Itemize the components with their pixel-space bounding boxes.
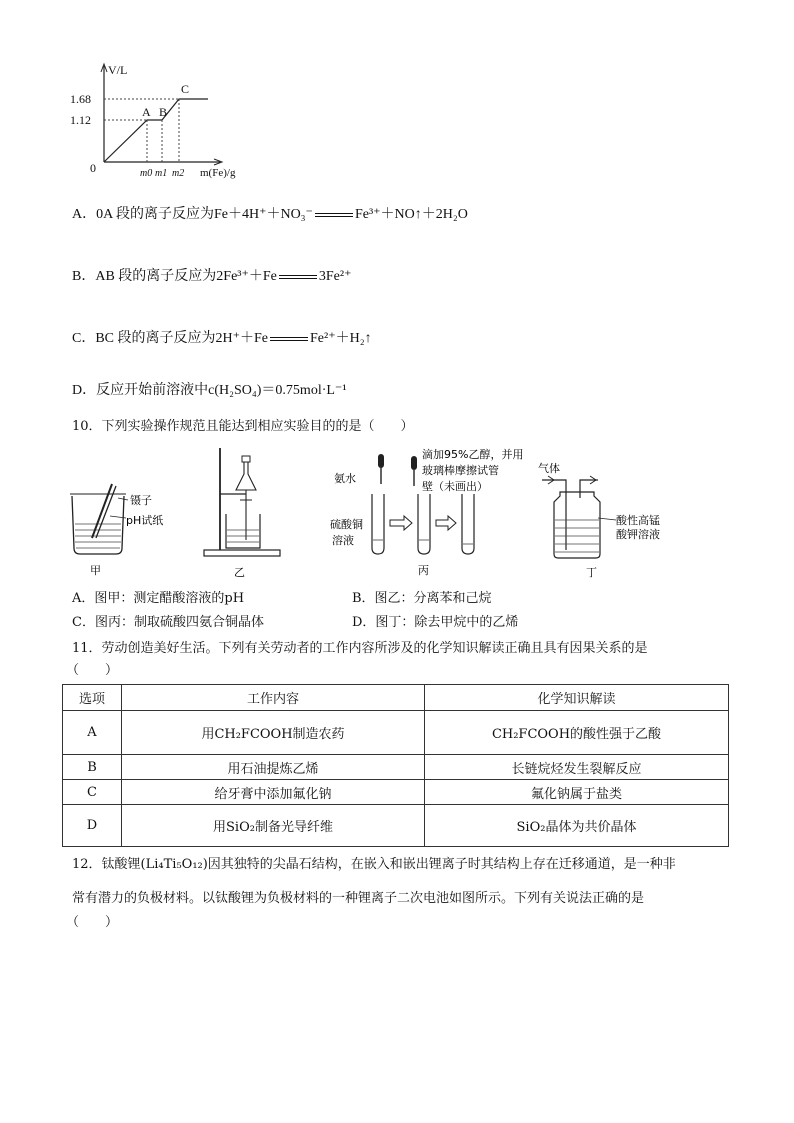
y-tick-label: 1.68 xyxy=(70,92,91,106)
q12-line-1: 12．钛酸锂(Li₄Ti₅O₁₂)因其独特的尖晶石结构，在嵌入和嵌出锂离子时其结构上存在迁移通道，是一种非 xyxy=(72,857,676,872)
figure-label: pH试纸 xyxy=(126,514,164,527)
table-row: C 给牙膏中添加氟化钠 氟化钠属于盐类 xyxy=(63,780,729,805)
data-line xyxy=(104,99,208,162)
y-axis-label: V/L xyxy=(108,63,128,77)
figure-bing xyxy=(326,444,524,578)
figure-label: 镊子 xyxy=(130,494,152,507)
q12-paren: （ ） xyxy=(66,915,119,930)
table-header: 化学知识解读 xyxy=(425,685,729,711)
q11-paren: （ ） xyxy=(66,663,119,678)
table-row: A 用CH₂FCOOH制造农药 CH₂FCOOH的酸性强于乙酸 xyxy=(63,711,729,755)
x-tick-label: m0 xyxy=(140,168,153,179)
figure-label: 滴加95%乙醇，并用 xyxy=(422,448,524,461)
point-label: C xyxy=(181,82,190,96)
figure-label: 溶液 xyxy=(332,534,354,547)
origin-label: 0 xyxy=(90,161,96,175)
figure-caption: 甲 xyxy=(90,564,101,577)
figure-label: 硫酸铜 xyxy=(330,518,363,531)
q9-option-b: B．AB 段的离子反应为2Fe³⁺＋Fe 3Fe²⁺ xyxy=(72,269,352,284)
figure-label: 气体 xyxy=(538,462,560,475)
equals-arrow-icon xyxy=(315,213,353,217)
y-tick-label: 1.12 xyxy=(70,113,91,127)
q12-line-2: 常有潜力的负极材料。以钛酸锂为负极材料的一种锂离子二次电池如图所示。下列有关说法正确的是 xyxy=(72,891,645,906)
figure-jia xyxy=(66,478,196,576)
figure-label: 壁（未画出） xyxy=(422,480,488,493)
q9-graph xyxy=(68,58,268,180)
point-label: A xyxy=(142,105,151,119)
q10-stem: 10．下列实验操作规范且能达到相应实验目的的是（ ） xyxy=(72,419,414,434)
q9-option-d: D．反应开始前溶液中c(H₂SO₄)＝0.75mol·L⁻¹ xyxy=(72,383,347,398)
q9-option-c: C．BC 段的离子反应为2H⁺＋Fe Fe²⁺＋H₂↑ xyxy=(72,331,372,346)
figure-caption: 丙 xyxy=(418,564,429,577)
figure-ding xyxy=(536,458,676,578)
figure-caption: 丁 xyxy=(586,566,597,579)
q10-option-c: C．图丙：制取硫酸四氨合铜晶体 xyxy=(72,615,264,630)
q11-table xyxy=(62,684,729,847)
q10-option-a: A．图甲：测定醋酸溶液的pH xyxy=(72,591,245,606)
figure-yi xyxy=(196,444,296,580)
table-header: 工作内容 xyxy=(122,685,425,711)
figure-label: 氨水 xyxy=(334,472,356,485)
x-axis-label: m(Fe)/g xyxy=(200,167,236,179)
point-label: B xyxy=(159,105,168,119)
q10-option-b: B．图乙：分离苯和己烷 xyxy=(352,591,492,606)
figure-label: 酸钾溶液 xyxy=(616,528,660,541)
figure-label: 玻璃棒摩擦试管 xyxy=(422,464,499,477)
q10-option-d: D．图丁：除去甲烷中的乙烯 xyxy=(352,615,519,630)
equals-arrow-icon xyxy=(279,275,317,279)
x-tick-label: m2 xyxy=(172,168,185,179)
figure-label: 酸性高锰 xyxy=(616,514,660,527)
equals-arrow-icon xyxy=(270,337,308,341)
x-tick-label: m1 xyxy=(155,168,168,179)
q9-option-a: A．0A 段的离子反应为Fe＋4H⁺＋NO₃⁻ Fe³⁺＋NO↑＋2H₂O xyxy=(72,207,468,222)
q11-stem: 11．劳动创造美好生活。下列有关劳动者的工作内容所涉及的化学知识解读正确且具有因果关系的是 xyxy=(72,641,648,656)
table-row: B 用石油提炼乙烯 长链烷烃发生裂解反应 xyxy=(63,755,729,780)
table-row: D 用SiO₂制备光导纤维 SiO₂晶体为共价晶体 xyxy=(63,805,729,847)
table-header: 选项 xyxy=(63,685,122,711)
figure-caption: 乙 xyxy=(234,566,245,579)
